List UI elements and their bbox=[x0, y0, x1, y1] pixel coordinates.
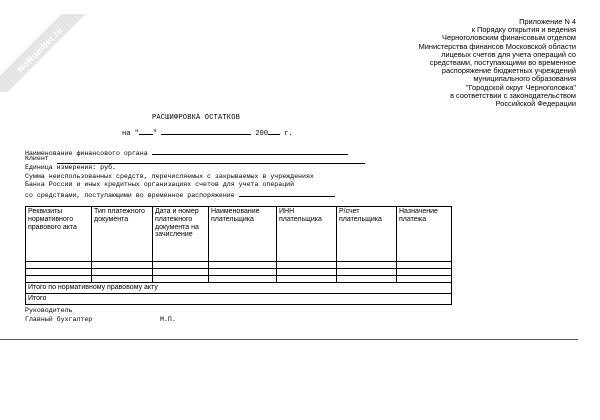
balances-table bbox=[25, 206, 452, 305]
annex-line: Российской Федерации bbox=[495, 99, 576, 109]
table-cell[interactable] bbox=[337, 269, 397, 276]
header-cell: Р/счет плательщика bbox=[337, 207, 397, 262]
subtotal-label: Итого по нормативному правовому акту bbox=[26, 283, 452, 294]
table-cell[interactable] bbox=[277, 262, 337, 269]
unit-label: Единица измерения: руб. bbox=[25, 164, 117, 171]
subtotal-row bbox=[26, 283, 452, 294]
desc-line-3: со средствами, поступающими во временное распоряжение bbox=[25, 192, 235, 199]
table-row bbox=[26, 276, 452, 283]
table-cell[interactable] bbox=[397, 276, 452, 283]
date-quote: " bbox=[152, 130, 158, 138]
table-cell[interactable] bbox=[209, 276, 277, 283]
watermark bbox=[0, 14, 86, 92]
year-prefix: 200 bbox=[255, 130, 269, 138]
table-cell[interactable] bbox=[153, 262, 209, 269]
day-field[interactable] bbox=[139, 127, 153, 135]
month-field[interactable] bbox=[161, 127, 251, 135]
annex-line: Черноголовским финансовым отделом bbox=[442, 33, 576, 43]
header-cell: Дата и номер платежного документа на зачисление bbox=[153, 207, 209, 262]
bottom-divider bbox=[0, 339, 578, 340]
table-cell[interactable] bbox=[153, 269, 209, 276]
table-cell[interactable] bbox=[337, 276, 397, 283]
total-label: Итого bbox=[26, 293, 452, 304]
table-cell[interactable] bbox=[92, 262, 153, 269]
table-cell[interactable] bbox=[26, 276, 92, 283]
annex-line: Приложение N 4 bbox=[519, 17, 576, 26]
total-row bbox=[26, 293, 452, 304]
header-cell: Назначение платежа bbox=[397, 207, 452, 262]
annex-line: распоряжение бюджетных учреждений bbox=[441, 66, 576, 76]
table-row bbox=[26, 269, 452, 276]
desc-line-2: Банка России и иных кредитных организациях счетов для учета операций bbox=[25, 181, 295, 188]
year-field[interactable] bbox=[268, 127, 280, 135]
annex-line: "Городской округ Черноголовка" bbox=[465, 82, 576, 92]
head-signature-label: Руководитель bbox=[25, 307, 73, 314]
header-cell: Реквизиты нормативного правового акта bbox=[26, 207, 92, 262]
as-of-date-line bbox=[122, 127, 293, 138]
table-cell[interactable] bbox=[26, 262, 92, 269]
table-header-row bbox=[26, 207, 452, 262]
watermark-text: NoNumber.ru bbox=[15, 24, 65, 75]
stamp-label: М.П. bbox=[160, 316, 176, 323]
annex-line: к Порядку открытия и ведения bbox=[471, 25, 576, 35]
table-cell[interactable] bbox=[209, 269, 277, 276]
year-suffix: г. bbox=[284, 130, 293, 138]
client-row bbox=[25, 155, 49, 162]
client-label: Клиент bbox=[25, 155, 49, 162]
annex-line: в соответствии с законодательством bbox=[450, 90, 576, 100]
annex-line: муниципального образования bbox=[473, 74, 576, 84]
date-prefix: на " bbox=[122, 130, 139, 138]
desc-line-1: Сумма неиспользованных средств, перечисляемых с закрываемых в учреждениях bbox=[25, 173, 314, 180]
amount-field[interactable] bbox=[239, 189, 335, 197]
table-cell[interactable] bbox=[92, 276, 153, 283]
table-cell[interactable] bbox=[397, 262, 452, 269]
desc-line-3-row bbox=[25, 189, 335, 199]
table-cell[interactable] bbox=[337, 262, 397, 269]
annex-line: Министерства финансов Московской области bbox=[418, 41, 576, 51]
table-cell[interactable] bbox=[92, 269, 153, 276]
annex-block bbox=[376, 18, 576, 108]
table-cell[interactable] bbox=[26, 269, 92, 276]
header-cell: Наименование плательщика bbox=[209, 207, 277, 262]
table-cell[interactable] bbox=[277, 269, 337, 276]
table-cell[interactable] bbox=[209, 262, 277, 269]
table-cell[interactable] bbox=[397, 269, 452, 276]
table-cell[interactable] bbox=[153, 276, 209, 283]
fin-organ-field[interactable] bbox=[152, 147, 348, 155]
header-cell: Тип платежного документа bbox=[92, 207, 153, 262]
annex-line: средствами, поступающими во временное bbox=[429, 58, 576, 68]
accountant-signature-label: Главный бухгалтер bbox=[25, 316, 93, 323]
table-row bbox=[26, 262, 452, 269]
header-cell: ИНН плательщика bbox=[277, 207, 337, 262]
fin-organ-row bbox=[25, 147, 348, 157]
annex-line: лицевых счетов для учета операций со bbox=[441, 49, 576, 59]
table-cell[interactable] bbox=[277, 276, 337, 283]
form-title: РАСШИФРОВКА ОСТАТКОВ bbox=[152, 114, 241, 122]
fin-organ-label: Наименование финансового органа bbox=[25, 150, 148, 157]
